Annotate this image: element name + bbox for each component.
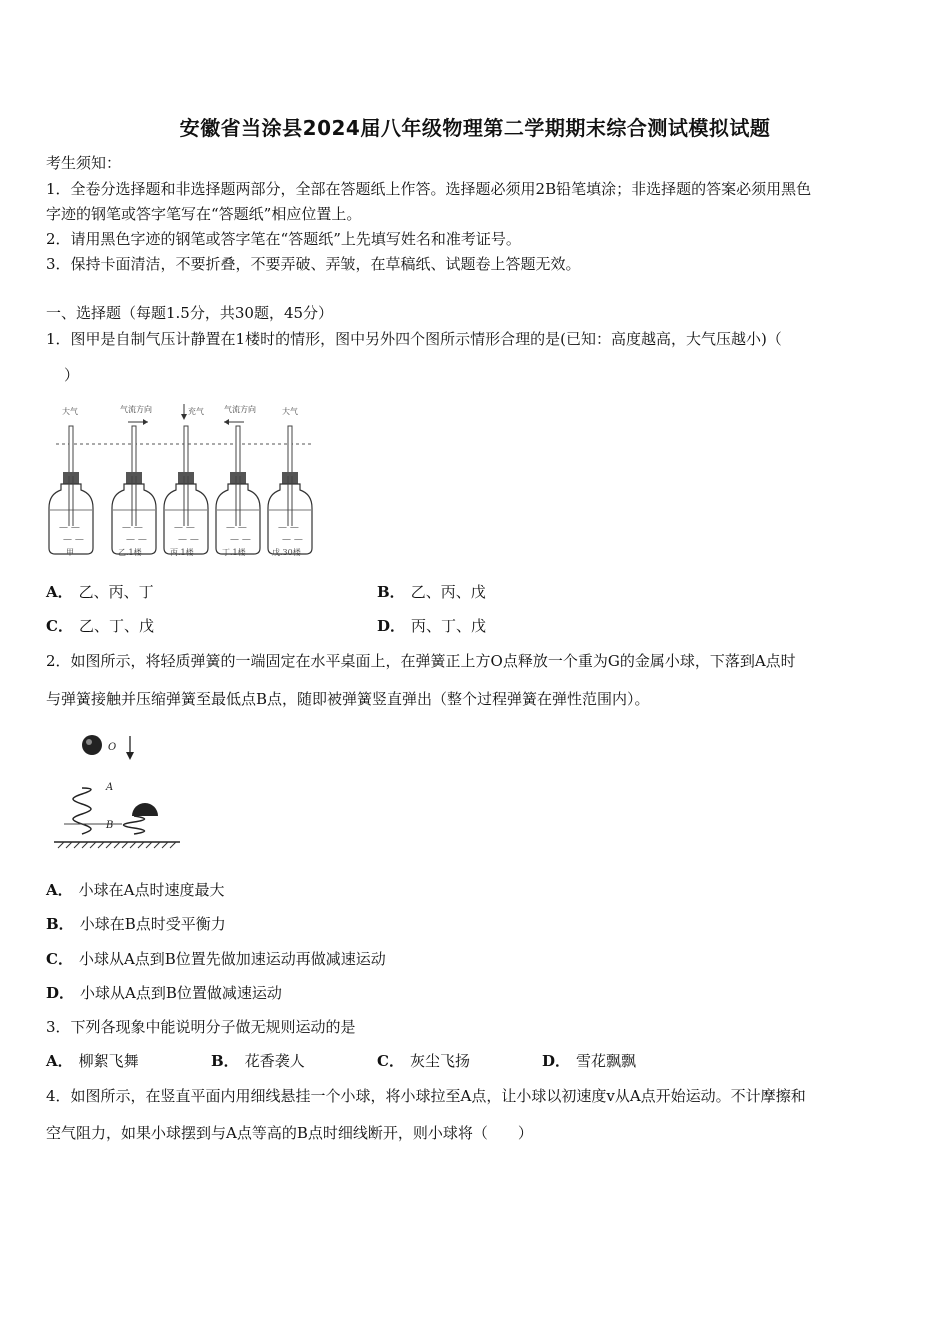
q2-option-a[interactable] (46, 879, 224, 900)
notice-item: 2．请用黑色字迹的钢笔或答字笔在“答题纸”上先填写姓名和准考证号。 (46, 230, 521, 248)
q1-stem: 1．图甲是自制气压计静置在1楼时的情形，图中另外四个图所示情形合理的是(已知：高度越高，大气压越小)（ (46, 330, 782, 348)
option-key: A． (46, 583, 73, 601)
fig-label-b: B (106, 820, 114, 831)
option-text: 乙、丙、戊 (410, 583, 486, 601)
fig-top-label: 大气 (282, 407, 298, 416)
svg-text:— —: — — (126, 535, 147, 545)
q1-option-a[interactable] (46, 581, 154, 602)
q1-option-c[interactable] (46, 615, 154, 636)
fig-bottom-label: 甲 (66, 548, 74, 557)
notice-item: 3．保持卡面清洁，不要折叠，不要弄破、弄皱，在草稿纸、试题卷上答题无效。 (46, 255, 581, 273)
spring-a (73, 788, 91, 834)
option-text: 雪花飘飘 (576, 1052, 637, 1070)
ball-b (132, 803, 158, 816)
q2-option-d[interactable] (46, 982, 282, 1003)
svg-text:— —: — — (226, 523, 247, 533)
svg-text:— —: — — (282, 535, 303, 545)
fig-bottom-label: 乙.1楼 (118, 548, 142, 557)
option-key: A． (46, 881, 73, 899)
page-title: 安徽省当涂县2024届八年级物理第二学期期末综合测试模拟试题 (179, 116, 771, 140)
option-text: 柳絮飞舞 (78, 1052, 139, 1070)
notice-heading: 考生须知： (46, 154, 122, 172)
barometer-ding (216, 419, 260, 554)
section-heading: 一、选择题（每题1.5分，共30题，45分） (46, 304, 334, 322)
option-key: C． (377, 1052, 404, 1070)
q1-barometer-figure (46, 398, 321, 564)
q3-stem: 3．下列各现象中能说明分子做无规则运动的是 (46, 1018, 356, 1036)
option-text: 灰尘飞扬 (409, 1052, 470, 1070)
svg-text:— —: — — (178, 535, 199, 545)
q3-option-c[interactable] (377, 1050, 470, 1071)
svg-text:— —: — — (59, 523, 80, 533)
q2-stem: 与弹簧接触并压缩弹簧至最低点B点，随即被弹簧竖直弹出（整个过程弹簧在弹性范围内）。 (46, 690, 650, 708)
barometer-wu (268, 426, 312, 554)
option-key: B． (377, 583, 405, 601)
fig-label-a: A (106, 782, 114, 793)
q4-stem: 空气阻力，如果小球摆到与A点等高的B点时细线断开，则小球将（ ） (46, 1124, 533, 1142)
ball-o (82, 735, 102, 755)
spring-b (124, 816, 145, 834)
option-key: C． (46, 617, 73, 635)
option-key: D． (46, 984, 75, 1002)
svg-text:— —: — — (230, 535, 251, 545)
fig-bottom-label: 戊.30楼 (272, 548, 301, 557)
q1-option-d[interactable] (377, 615, 486, 636)
q1-option-b[interactable] (377, 581, 486, 602)
q1-stem-close: ） (64, 366, 80, 384)
option-text: 小球从A点到B位置做减速运动 (80, 984, 282, 1002)
q2-stem: 2．如图所示，将轻质弹簧的一端固定在水平桌面上，在弹簧正上方O点释放一个重为G的金属小球，下落到A点时 (46, 652, 796, 670)
q2-option-c[interactable] (46, 948, 386, 969)
option-text: 小球从A点到B位置先做加速运动再做减速运动 (78, 950, 386, 968)
q2-option-b[interactable] (46, 913, 226, 934)
option-text: 丙、丁、戊 (411, 617, 487, 635)
q3-option-d[interactable] (542, 1050, 636, 1071)
svg-text:— —: — — (63, 535, 84, 545)
fig-top-label: 气流方向 (224, 405, 256, 414)
option-key: C． (46, 950, 73, 968)
option-key: B． (46, 915, 74, 933)
fig-bottom-label: 丁.1楼 (222, 548, 246, 557)
fig-top-label: 大气 (62, 407, 78, 416)
q2-spring-figure (52, 730, 182, 855)
svg-text:— —: — — (122, 523, 143, 533)
option-key: A． (46, 1052, 73, 1070)
option-text: 小球在A点时速度最大 (78, 881, 225, 899)
fig-top-label: 气流方向 (120, 405, 152, 414)
option-text: 乙、丙、丁 (78, 583, 154, 601)
fig-label-o: O (108, 742, 117, 753)
barometer-yi (112, 419, 156, 554)
q4-stem: 4．如图所示，在竖直平面内用细线悬挂一个小球，将小球拉至A点，让小球以初速度v从A点开始运动。不计摩擦和 (46, 1087, 806, 1105)
q3-option-b[interactable] (211, 1050, 305, 1071)
option-key: B． (211, 1052, 239, 1070)
option-key: D． (542, 1052, 571, 1070)
svg-text:— —: — — (174, 523, 195, 533)
option-key: D． (377, 617, 406, 635)
q3-option-a[interactable] (46, 1050, 139, 1071)
notice-item: 字迹的钢笔或答字笔写在“答题纸”相应位置上。 (46, 205, 362, 223)
option-text: 乙、丁、戊 (78, 617, 154, 635)
svg-text:— —: — — (278, 523, 299, 533)
barometer-jia (49, 426, 93, 554)
notice-item: 1．全卷分选择题和非选择题两部分，全部在答题纸上作答。选择题必须用2B铅笔填涂；非选择题的答案必须用黑色 (46, 180, 812, 198)
fig-top-label: 充气 (188, 407, 204, 416)
option-text: 花香袭人 (244, 1052, 305, 1070)
option-text: 小球在B点时受平衡力 (79, 915, 226, 933)
fig-bottom-label: 丙.1楼 (170, 548, 194, 557)
barometer-bing (164, 404, 208, 554)
